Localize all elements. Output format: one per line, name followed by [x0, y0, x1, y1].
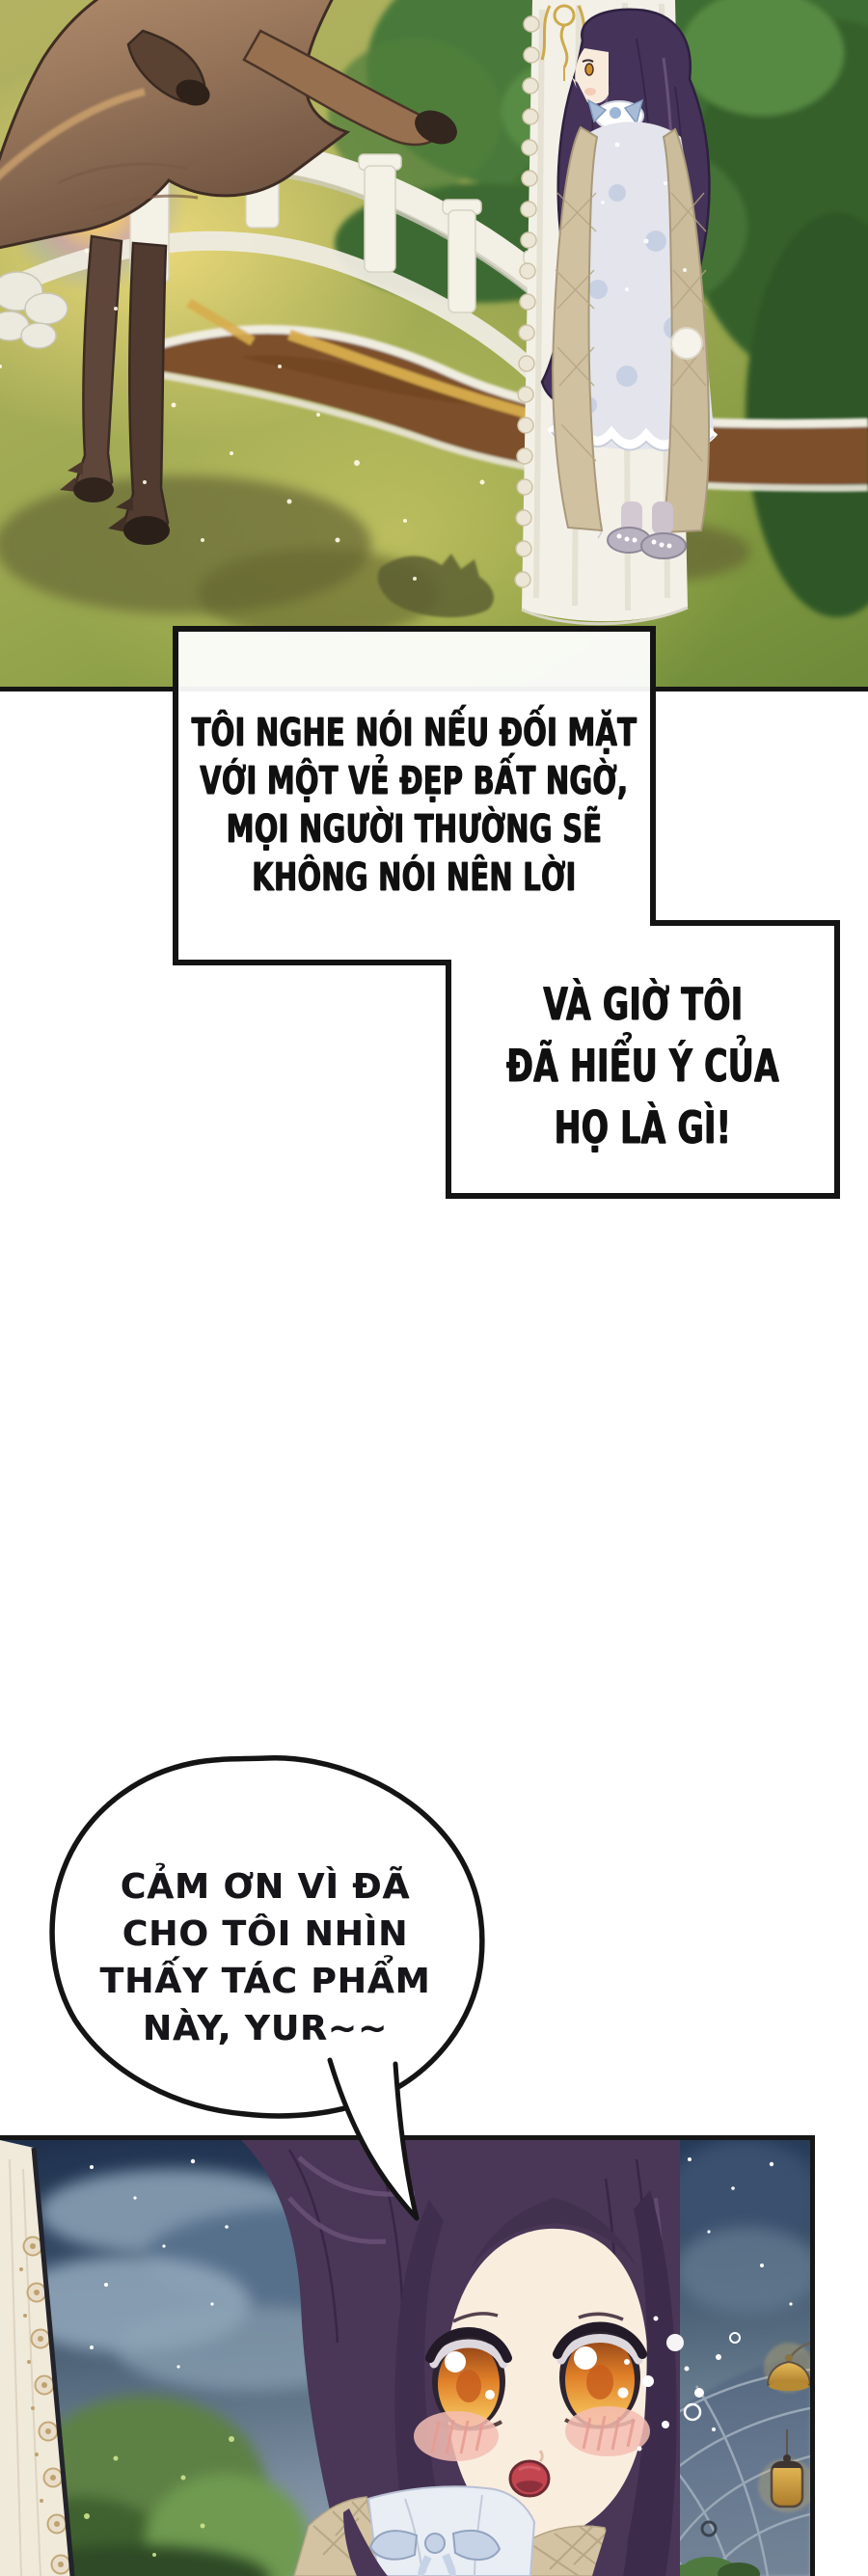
narration-line: VÀ GIỜ TÔI	[542, 977, 744, 1030]
narration-line: KHÔNG NÓI NÊN LỜI	[252, 855, 577, 900]
narration-line: HỌ LÀ GÌ!	[554, 1100, 732, 1153]
narration-line: TÔI NGHE NÓI NẾU ĐỐI MẶT	[191, 711, 637, 755]
bubble-line: CẢM ƠN VÌ ĐÃ	[120, 1867, 411, 1907]
narration-line: VỚI MỘT VẺ ĐẸP BẤT NGỜ,	[200, 759, 629, 803]
narration-line: MỌI NGƯỜI THƯỜNG SẼ	[226, 807, 603, 852]
bubble-line: THẤY TÁC PHẨM	[99, 1962, 431, 2001]
speech-bubble-text	[101, 1863, 429, 2052]
bubble-line: CHO TÔI NHÌN	[122, 1914, 409, 1954]
narration-box-2	[448, 923, 837, 1202]
bubble-line: NÀY, YUR~~	[142, 2009, 389, 2048]
narration-line: ĐÃ HIỂU Ý CỦA	[505, 1039, 780, 1092]
narration-box-1	[176, 629, 653, 972]
